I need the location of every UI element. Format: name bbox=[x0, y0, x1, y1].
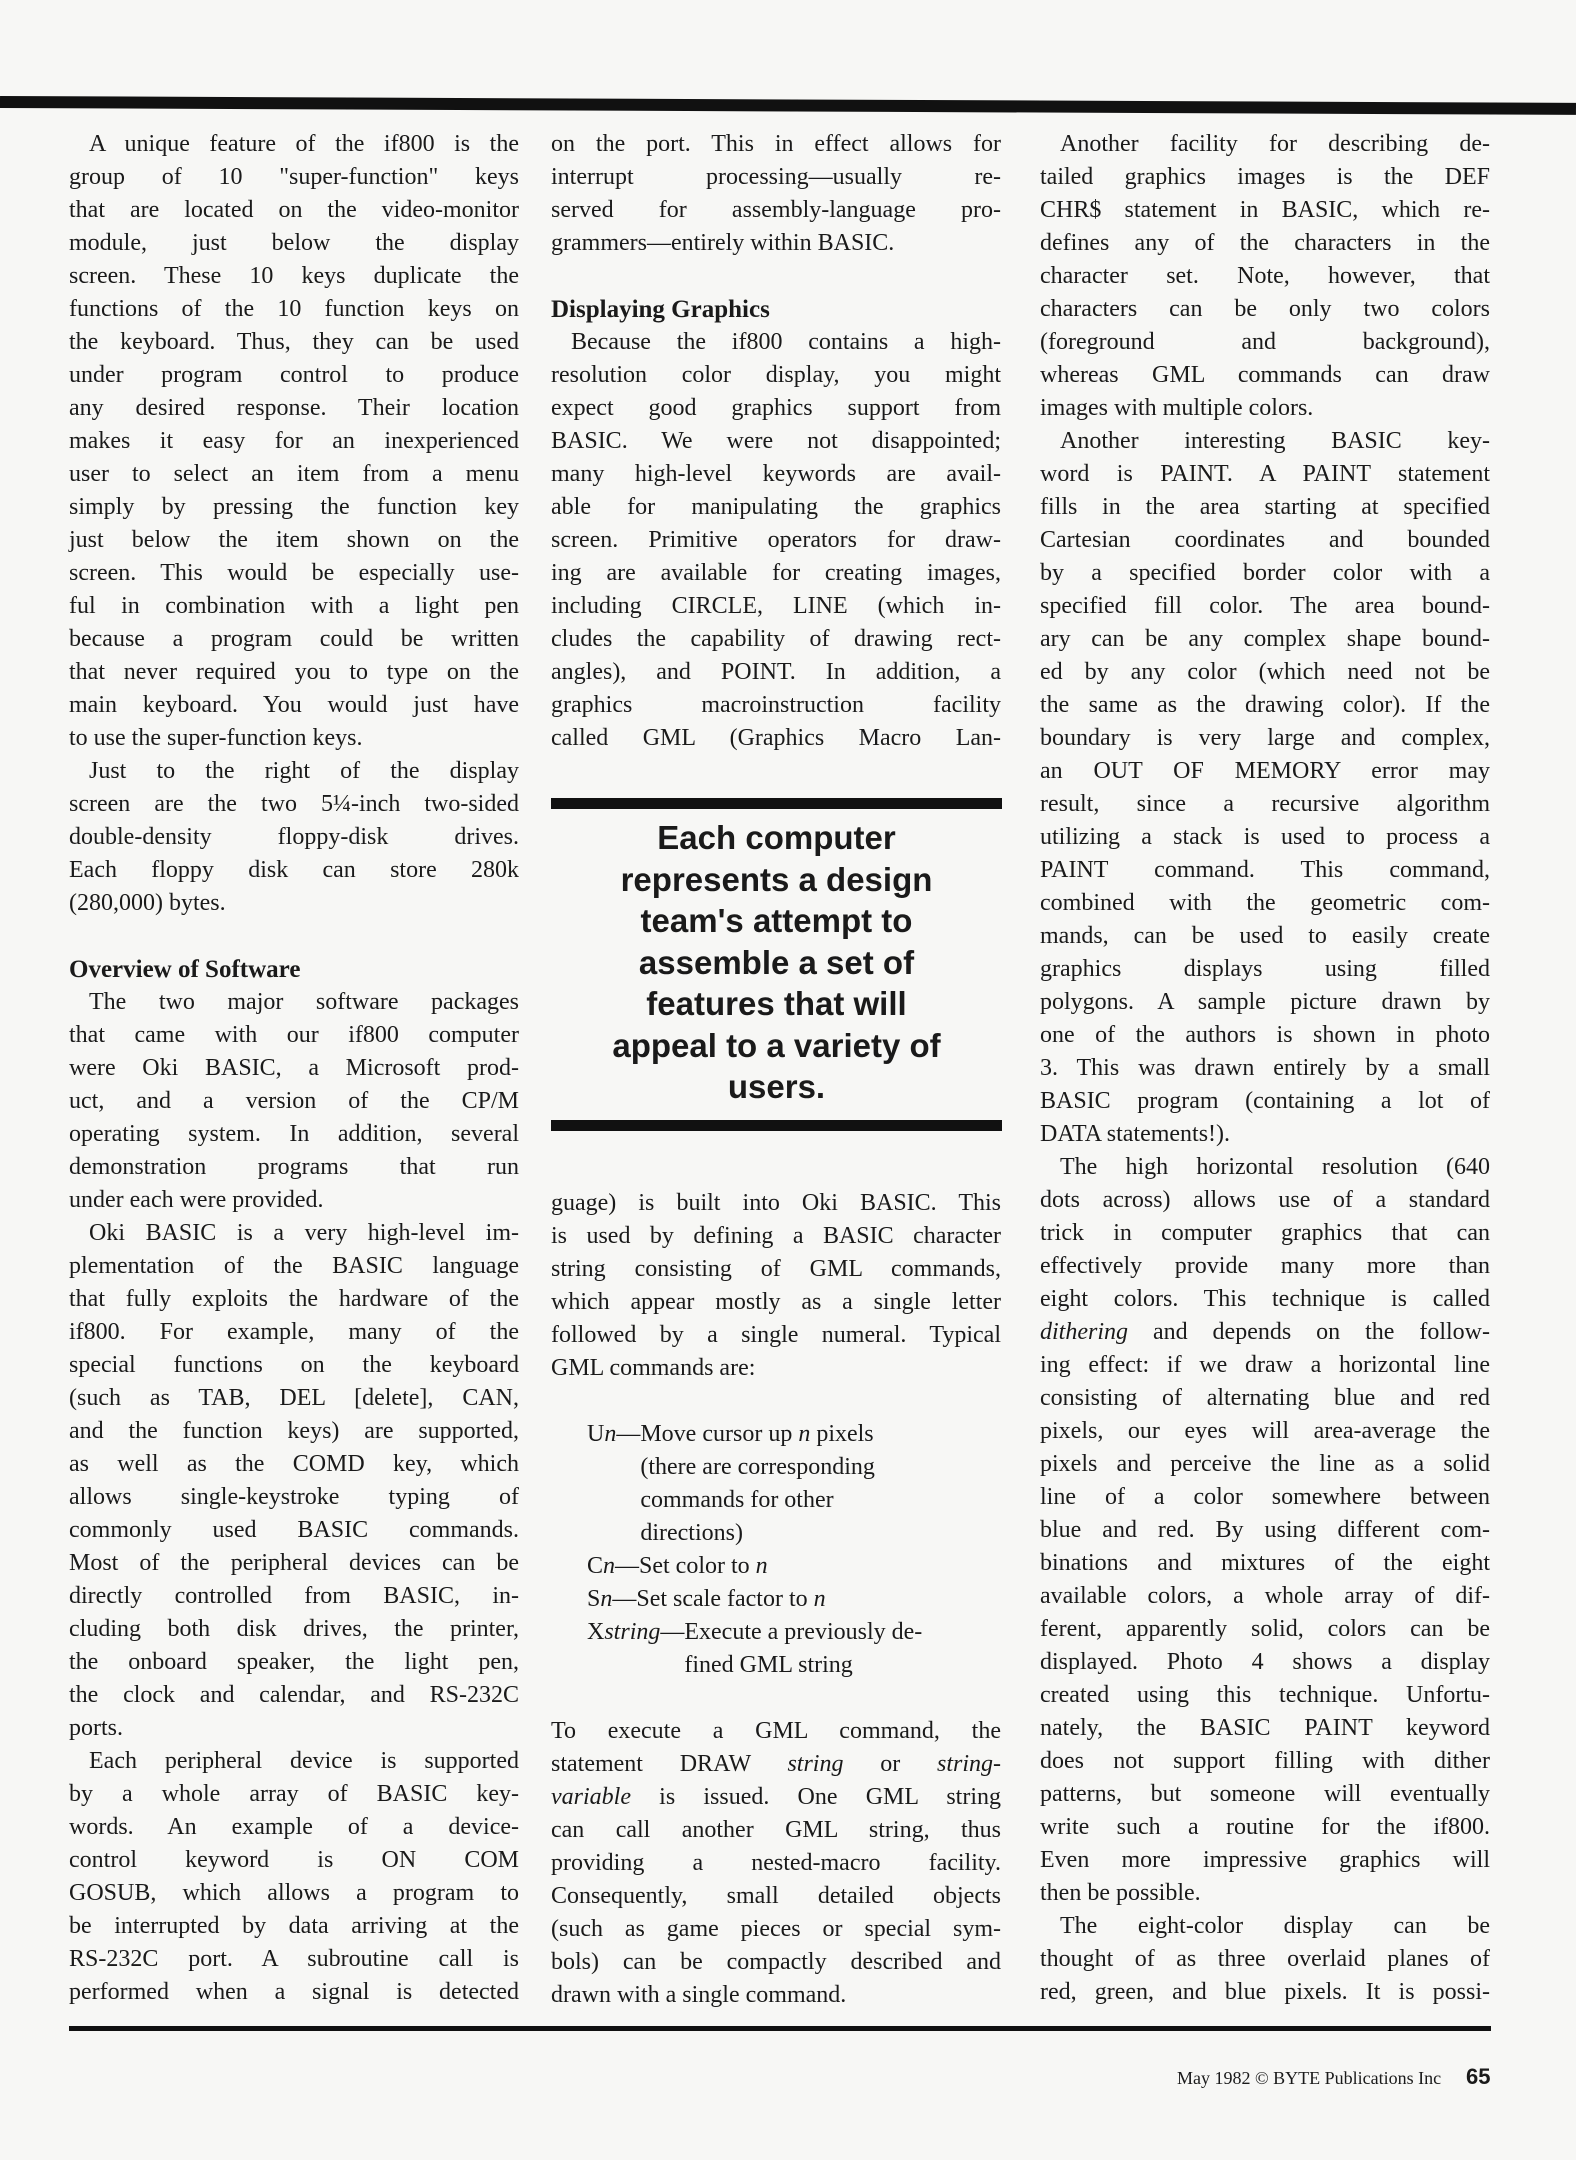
pull-quote-text bbox=[551, 809, 1002, 1120]
paragraph bbox=[69, 1217, 519, 1745]
footer-credit: May 1982 © BYTE Publications Inc bbox=[1177, 2068, 1442, 2088]
text-run: or bbox=[843, 1751, 937, 1777]
text-line: write such a routine for the if800. bbox=[1040, 1814, 1490, 1840]
text-line: line of a color somewhere between bbox=[1040, 1484, 1490, 1510]
text-line: under each were provided. bbox=[69, 1187, 324, 1213]
text-line: Oki BASIC is a very high-level im- bbox=[89, 1220, 519, 1246]
text-line: Because the if800 contains a high- bbox=[571, 329, 1001, 355]
text-run: statement DRAW bbox=[551, 1751, 788, 1777]
column-2-top bbox=[551, 128, 1001, 755]
text-line: screen. Primitive operators for draw- bbox=[551, 527, 1001, 553]
text-line: ed by any color (which need not be bbox=[1040, 659, 1490, 685]
section-heading: Overview of Software bbox=[69, 956, 301, 983]
text-line: that never required you to type on the bbox=[69, 659, 519, 685]
text-line: special functions on the keyboard bbox=[69, 1352, 519, 1378]
top-rule bbox=[0, 96, 1576, 115]
text-line: boundary is very large and complex, bbox=[1040, 725, 1490, 751]
text-line: drawn with a single command. bbox=[551, 1982, 847, 2008]
text-line: A unique feature of the if800 is the bbox=[89, 131, 519, 157]
text-line: providing a nested-macro facility. bbox=[551, 1850, 1001, 1876]
paragraph bbox=[69, 986, 519, 1217]
text-line: user to select an item from a menu bbox=[69, 461, 519, 487]
text-line: allows single-keystroke typing of bbox=[69, 1484, 519, 1510]
text-line: cluding both disk drives, the printer, bbox=[69, 1616, 519, 1642]
pull-quote-line: appeal to a variety of bbox=[612, 1026, 941, 1064]
text-line: commonly used BASIC commands. bbox=[69, 1517, 519, 1543]
text-run: Set color to bbox=[639, 1553, 756, 1579]
text-line: ferent, apparently solid, colors can be bbox=[1040, 1616, 1490, 1642]
text-line: the keyboard. Thus, they can be used bbox=[69, 329, 519, 355]
text-line: string consisting of GML commands, bbox=[551, 1256, 1001, 1282]
text-run: pixels bbox=[810, 1421, 874, 1447]
text-line: ing effect: if we draw a horizontal line bbox=[1040, 1352, 1490, 1378]
text-run: X bbox=[587, 1619, 605, 1645]
text-line: fills in the area starting at specified bbox=[1040, 494, 1490, 520]
text-line: directly controlled from BASIC, in- bbox=[69, 1583, 519, 1609]
italic-text: n bbox=[813, 1586, 826, 1612]
text-line: result, since a recursive algorithm bbox=[1040, 791, 1490, 817]
text-line: performed when a signal is detected bbox=[69, 1979, 519, 2005]
text-line: grammers—entirely within BASIC. bbox=[551, 230, 895, 256]
text-line: guage) is built into Oki BASIC. This bbox=[551, 1190, 1001, 1216]
column-2-bottom bbox=[551, 1187, 1001, 2012]
text-run: C bbox=[587, 1553, 604, 1579]
text-line: patterns, but someone will eventually bbox=[1040, 1781, 1490, 1807]
gml-command-item bbox=[587, 1550, 1001, 1583]
pull-quote-line: Each computer bbox=[657, 819, 896, 856]
text-line: any desired response. Their location bbox=[69, 395, 519, 421]
text-line: and the function keys) are supported, bbox=[69, 1418, 519, 1444]
text-run: — bbox=[612, 1586, 637, 1612]
text-line: Consequently, small detailed objects bbox=[551, 1883, 1001, 1909]
section-heading: Displaying Graphics bbox=[551, 296, 770, 323]
text-line: word is PAINT. A PAINT statement bbox=[1040, 461, 1490, 487]
pull-quote-line: team's attempt to bbox=[640, 902, 913, 939]
text-line: The eight-color display can be bbox=[1060, 1913, 1490, 1939]
text-line: 3. This was drawn entirely by a small bbox=[1040, 1055, 1490, 1081]
text-run: U bbox=[587, 1421, 605, 1447]
text-line: DATA statements!). bbox=[1040, 1121, 1231, 1147]
pull-quote-line: users. bbox=[727, 1068, 826, 1105]
text-line: graphics macroinstruction facility bbox=[551, 692, 1001, 718]
text-line: main keyboard. You would just have bbox=[69, 692, 519, 718]
pull-quote-top-rule bbox=[551, 798, 1002, 809]
text-line: Each peripheral device is supported bbox=[89, 1748, 519, 1774]
text-line: double-density floppy-disk drives. bbox=[69, 824, 519, 850]
text-line: GML commands are: bbox=[551, 1355, 756, 1381]
text-line: Cartesian coordinates and bounded bbox=[1040, 527, 1490, 553]
text-run: Set scale factor to bbox=[636, 1586, 814, 1612]
gml-command-description bbox=[640, 1418, 875, 1550]
text-line: does not support filling with dither bbox=[1040, 1748, 1490, 1774]
text-line: operating system. In addition, several bbox=[69, 1121, 519, 1147]
text-line: ports. bbox=[69, 1715, 123, 1741]
text-line bbox=[639, 1550, 768, 1583]
text-line: screen. This would be especially use- bbox=[69, 560, 519, 586]
text-line: consisting of alternating blue and red bbox=[1040, 1385, 1490, 1411]
text-line: blue and red. By using different com- bbox=[1040, 1517, 1490, 1543]
text-line: module, just below the display bbox=[69, 230, 519, 256]
text-line: followed by a single numeral. Typical bbox=[551, 1322, 1001, 1348]
text-line: eight colors. This technique is called bbox=[1040, 1286, 1490, 1312]
text-line bbox=[551, 1781, 1001, 1814]
text-line: Another interesting BASIC key- bbox=[1060, 428, 1490, 454]
italic-text: string bbox=[604, 1619, 661, 1645]
text-line: the clock and calendar, and RS-232C bbox=[69, 1682, 519, 1708]
pull-quote-line: features that will bbox=[646, 985, 907, 1022]
pull-quote bbox=[551, 798, 1002, 1131]
text-line: mands, can be used to easily create bbox=[1040, 923, 1490, 949]
text-line: trick in computer graphics that can bbox=[1040, 1220, 1490, 1246]
text-line: simply by pressing the function key bbox=[69, 494, 519, 520]
text-line: by a specified border color with a bbox=[1040, 560, 1490, 586]
pull-quote-line: assemble a set of bbox=[638, 943, 915, 981]
gml-command-term bbox=[587, 1418, 640, 1550]
text-line bbox=[1040, 1316, 1490, 1349]
text-line: commands for other bbox=[640, 1487, 834, 1513]
text-line: CHR$ statement in BASIC, which re- bbox=[1040, 197, 1490, 223]
paragraph bbox=[551, 1715, 1001, 2012]
text-line: available colors, a whole array of dif- bbox=[1040, 1583, 1490, 1609]
text-line: resolution color display, you might bbox=[551, 362, 1001, 388]
column-1 bbox=[69, 128, 519, 2009]
paragraph bbox=[1040, 425, 1490, 1151]
text-line: To execute a GML command, the bbox=[551, 1718, 1001, 1744]
text-line: Most of the peripheral devices can be bbox=[69, 1550, 519, 1576]
gml-command-description bbox=[684, 1616, 922, 1682]
text-line: the same as the drawing color). If the bbox=[1040, 692, 1490, 718]
text-line bbox=[640, 1418, 875, 1451]
text-line: ful in combination with a light pen bbox=[69, 593, 519, 619]
text-line: one of the authors is shown in photo bbox=[1040, 1022, 1490, 1048]
paragraph bbox=[69, 1745, 519, 2009]
text-line: expect good graphics support from bbox=[551, 395, 1001, 421]
text-line: ary can be any complex shape bound- bbox=[1040, 626, 1490, 652]
text-line: Even more impressive graphics will bbox=[1040, 1847, 1490, 1873]
text-line: plementation of the BASIC language bbox=[69, 1253, 519, 1279]
text-line: under program control to produce bbox=[69, 362, 519, 388]
text-line: (such as game pieces or special sym- bbox=[551, 1916, 1001, 1942]
text-line: effectively provide many more than bbox=[1040, 1253, 1490, 1279]
text-line: on the port. This in effect allows for bbox=[551, 131, 1001, 157]
text-line: bols) can be compactly described and bbox=[551, 1949, 1001, 1975]
italic-text: n bbox=[603, 1553, 616, 1579]
text-line: combined with the geometric com- bbox=[1040, 890, 1490, 916]
paragraph bbox=[551, 1187, 1001, 1385]
paragraph bbox=[1040, 1151, 1490, 1910]
italic-text: n bbox=[798, 1421, 811, 1447]
text-line: the onboard speaker, the light pen, bbox=[69, 1649, 519, 1675]
text-line: Each floppy disk can store 280k bbox=[69, 857, 519, 883]
text-line: that are located on the video-monitor bbox=[69, 197, 519, 223]
text-line: binations and mixtures of the eight bbox=[1040, 1550, 1490, 1576]
text-run: — bbox=[616, 1421, 641, 1447]
text-line: PAINT command. This command, bbox=[1040, 857, 1490, 883]
text-line: BASIC. We were not disappointed; bbox=[551, 428, 1001, 454]
text-line: polygons. A sample picture drawn by bbox=[1040, 989, 1490, 1015]
text-line: Another facility for describing de- bbox=[1060, 131, 1490, 157]
text-line: just below the item shown on the bbox=[69, 527, 519, 553]
text-line: Execute a previously de- bbox=[684, 1619, 923, 1645]
italic-text: dithering bbox=[1040, 1319, 1128, 1345]
bottom-rule bbox=[69, 2026, 1491, 2031]
paragraph bbox=[551, 128, 1001, 260]
text-line: cludes the capability of drawing rect- bbox=[551, 626, 1001, 652]
paragraph bbox=[69, 755, 519, 920]
gml-command-term bbox=[587, 1583, 636, 1616]
italic-text: n bbox=[755, 1553, 768, 1579]
text-line: served for assembly-language pro- bbox=[551, 197, 1001, 223]
text-line: were Oki BASIC, a Microsoft prod- bbox=[69, 1055, 519, 1081]
text-line: character set. Note, however, that bbox=[1040, 263, 1490, 289]
gml-command-description bbox=[636, 1583, 825, 1616]
text-line: graphics displays using filled bbox=[1040, 956, 1490, 982]
paragraph bbox=[69, 128, 519, 755]
text-line: group of 10 "super-function" keys bbox=[69, 164, 519, 190]
text-line: specified fill color. The area bound- bbox=[1040, 593, 1490, 619]
italic-text: n bbox=[604, 1421, 617, 1447]
text-line bbox=[551, 1748, 1001, 1781]
text-line: characters can be only two colors bbox=[1040, 296, 1490, 322]
text-line: which appear mostly as a single letter bbox=[551, 1289, 1001, 1315]
text-line: can call another GML string, thus bbox=[551, 1817, 1001, 1843]
text-line: thought of as three overlaid planes of bbox=[1040, 1946, 1490, 1972]
text-line: demonstration programs that run bbox=[69, 1154, 519, 1180]
gml-command-list bbox=[551, 1418, 1001, 1682]
text-line: interrupt processing—usually re- bbox=[551, 164, 1001, 190]
gml-command-item bbox=[587, 1418, 1001, 1550]
text-line: (foreground and background), bbox=[1040, 329, 1490, 355]
text-line: many high-level keywords are avail- bbox=[551, 461, 1001, 487]
pull-quote-line: represents a design bbox=[620, 860, 933, 898]
text-run: Move cursor up bbox=[640, 1421, 799, 1447]
text-line: nately, the BASIC PAINT keyword bbox=[1040, 1715, 1490, 1741]
text-run: — bbox=[615, 1553, 640, 1579]
text-run: S bbox=[587, 1586, 601, 1612]
text-line: BASIC program (containing a lot of bbox=[1040, 1088, 1490, 1114]
text-line: The high horizontal resolution (640 bbox=[1060, 1154, 1490, 1180]
text-line: including CIRCLE, LINE (which in- bbox=[551, 593, 1001, 619]
text-line: that came with our if800 computer bbox=[69, 1022, 519, 1048]
text-line: words. An example of a device- bbox=[69, 1814, 519, 1840]
italic-text: string- bbox=[936, 1751, 1001, 1777]
text-line: be interrupted by data arriving at the bbox=[69, 1913, 519, 1939]
text-line: an OUT OF MEMORY error may bbox=[1040, 758, 1490, 784]
italic-text: n bbox=[600, 1586, 613, 1612]
text-line: pixels and perceive the line as a solid bbox=[1040, 1451, 1490, 1477]
text-line: ing are available for creating images, bbox=[551, 560, 1001, 586]
text-line: if800. For example, many of the bbox=[69, 1319, 519, 1345]
text-line: called GML (Graphics Macro Lan- bbox=[551, 725, 1001, 751]
gml-command-term bbox=[587, 1550, 639, 1583]
text-line: functions of the 10 function keys on bbox=[69, 296, 519, 322]
text-line: (280,000) bytes. bbox=[69, 890, 226, 916]
text-line: utilizing a stack is used to process a bbox=[1040, 824, 1490, 850]
text-line: pixels, our eyes will area-average the bbox=[1040, 1418, 1490, 1444]
text-line: dots across) allows use of a standard bbox=[1040, 1187, 1490, 1213]
text-line: whereas GML commands can draw bbox=[1040, 362, 1490, 388]
text-line: uct, and a version of the CP/M bbox=[69, 1088, 519, 1114]
gml-command-term bbox=[587, 1616, 684, 1682]
text-line: then be possible. bbox=[1040, 1880, 1201, 1906]
text-line: angles), and POINT. In addition, a bbox=[551, 659, 1001, 685]
text-line: Just to the right of the display bbox=[89, 758, 519, 784]
text-line: control keyword is ON COM bbox=[69, 1847, 519, 1873]
text-line: displayed. Photo 4 shows a display bbox=[1040, 1649, 1490, 1675]
paragraph bbox=[1040, 1910, 1490, 2009]
text-line: GOSUB, which allows a program to bbox=[69, 1880, 519, 1906]
text-line: because a program could be written bbox=[69, 626, 519, 652]
page-number: 65 bbox=[1466, 2064, 1491, 2089]
text-run: — bbox=[660, 1619, 685, 1645]
text-line: (there are corresponding bbox=[640, 1454, 875, 1480]
gml-command-item bbox=[587, 1616, 1001, 1682]
paragraph bbox=[1040, 128, 1490, 425]
text-line: makes it easy for an inexperienced bbox=[69, 428, 519, 454]
gml-command-item bbox=[587, 1583, 1001, 1616]
text-line: by a whole array of BASIC key- bbox=[69, 1781, 519, 1807]
text-line: to use the super-function keys. bbox=[69, 725, 363, 751]
text-line: able for manipulating the graphics bbox=[551, 494, 1001, 520]
text-line: fined GML string bbox=[684, 1652, 853, 1678]
text-line: screen. These 10 keys duplicate the bbox=[69, 263, 519, 289]
text-line: directions) bbox=[640, 1520, 743, 1546]
pull-quote-bottom-rule bbox=[551, 1120, 1002, 1131]
text-run: and depends on the follow- bbox=[1128, 1319, 1490, 1345]
text-run: is issued. One GML string bbox=[630, 1784, 1001, 1810]
text-line: screen are the two 5¼-inch two-sided bbox=[69, 791, 519, 817]
gml-command-description bbox=[639, 1550, 768, 1583]
italic-text: variable bbox=[551, 1784, 631, 1810]
text-line: RS-232C port. A subroutine call is bbox=[69, 1946, 519, 1972]
text-line: that fully exploits the hardware of the bbox=[69, 1286, 519, 1312]
text-line: red, green, and blue pixels. It is possi- bbox=[1040, 1979, 1490, 2005]
text-line: created using this technique. Unfortu- bbox=[1040, 1682, 1490, 1708]
italic-text: string bbox=[787, 1751, 844, 1777]
paragraph bbox=[551, 326, 1001, 755]
text-line: The two major software packages bbox=[89, 989, 519, 1015]
text-line: as well as the COMD key, which bbox=[69, 1451, 519, 1477]
column-3 bbox=[1040, 128, 1490, 2009]
text-line: (such as TAB, DEL [delete], CAN, bbox=[69, 1385, 519, 1411]
text-line: tailed graphics images is the DEF bbox=[1040, 164, 1490, 190]
text-line: images with multiple colors. bbox=[1040, 395, 1314, 421]
text-line: is used by defining a BASIC character bbox=[551, 1223, 1001, 1249]
text-line: defines any of the characters in the bbox=[1040, 230, 1490, 256]
text-line bbox=[636, 1583, 825, 1616]
